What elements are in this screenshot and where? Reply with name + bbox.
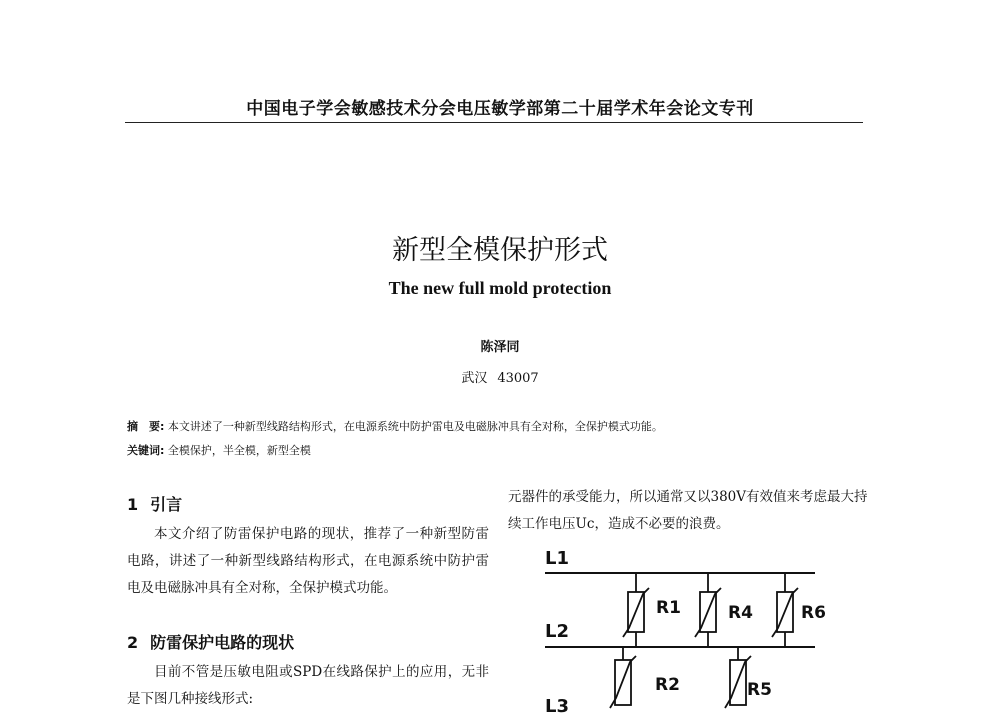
line-label-l1: L1 (545, 548, 569, 569)
varistor-r6 (772, 573, 798, 647)
keywords-label: 关键词: (127, 444, 165, 457)
paper-title-chinese: 新型全模保护形式 (392, 235, 608, 266)
author-name: 陈泽同 (480, 340, 520, 355)
varistor-r4 (695, 573, 721, 647)
paper-title-english: The new full mold protection (388, 278, 612, 298)
header-divider (125, 122, 863, 123)
resistor-label-r1: R1 (656, 598, 681, 618)
author-postcode: 43007 (497, 371, 539, 386)
abstract-text: 本文讲述了一种新型线路结构形式，在电源系统中防护雷电及电磁脉冲具有全对称，全保护模式功能。 (167, 420, 663, 433)
author-city: 武汉 (461, 371, 488, 386)
varistor-r1 (623, 573, 649, 647)
section-number: 2 (127, 633, 139, 652)
section-paragraph-current-status: 目前不管是压敏电阻或SPD在线路保护上的应用，无非是下图几种接线形式: (127, 664, 489, 707)
resistor-label-r5: R5 (747, 680, 772, 700)
section-heading-current-status (127, 630, 294, 653)
resistor-label-r4: R4 (728, 603, 753, 623)
section-heading-introduction (127, 492, 182, 515)
varistor-r2 (610, 647, 636, 708)
right-column-text: 元器件的承受能力，所以通常又以380V有效值来考虑最大持续工作电压Uc，造成不必要的浪费。 (508, 489, 868, 532)
abstract (127, 418, 663, 434)
resistor-label-r2: R2 (655, 675, 680, 695)
section-paragraph-introduction: 本文介绍了防雷保护电路的现状，推荐了一种新型防雷电路，讲述了一种新型线路结构形式，在电源系统中防护雷电及电磁脉冲具有全对称，全保护模式功能。 (127, 526, 489, 596)
circuit-diagram (525, 540, 826, 713)
line-label-l2: L2 (545, 621, 569, 642)
resistor-label-r6: R6 (801, 603, 826, 623)
author-affiliation (0, 367, 1000, 386)
section-title: 防雷保护电路的现状 (150, 633, 295, 652)
journal-header: 中国电子学会敏感技术分会电压敏学部第二十届学术年会论文专刊 (246, 99, 754, 119)
keywords-text: 全模保护，半全模，新型全模 (167, 444, 311, 457)
keywords (127, 442, 311, 458)
section-title: 引言 (150, 495, 183, 514)
line-label-l3: L3 (545, 696, 569, 713)
section-number: 1 (127, 495, 139, 514)
abstract-label: 摘 要: (127, 420, 165, 433)
